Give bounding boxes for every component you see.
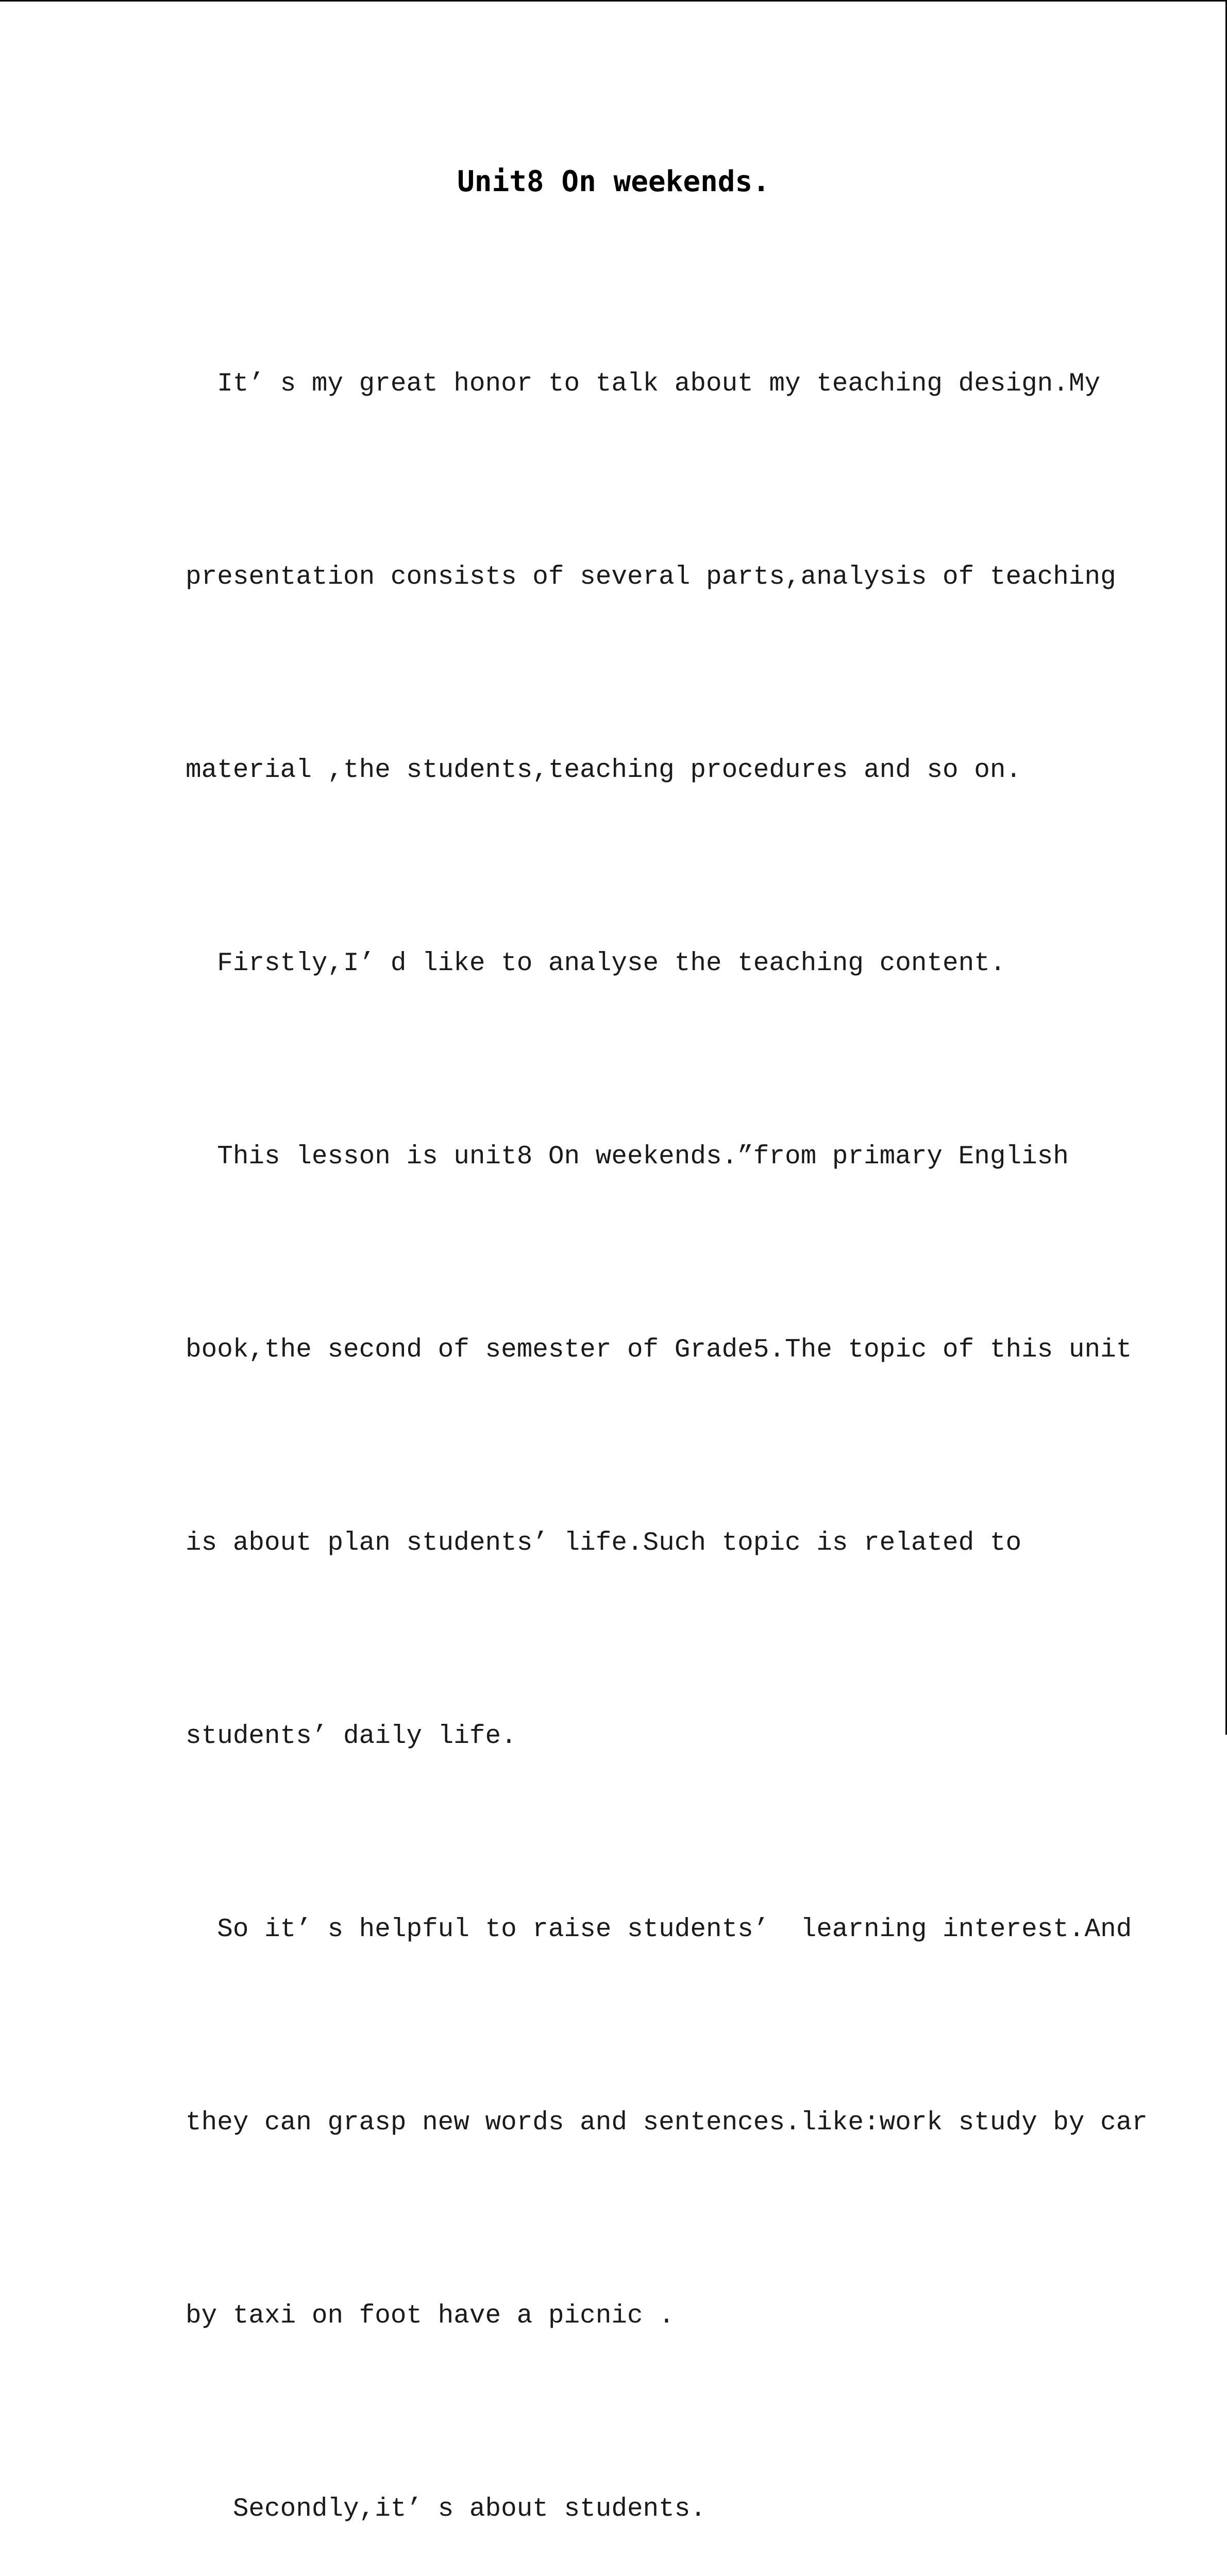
text-line: presentation consists of several parts,analysis of teaching [186, 563, 1116, 592]
text-line: This lesson is unit8 On weekends.”from primary English [186, 1142, 1069, 1172]
text-line: by taxi on foot have a picnic . [186, 2301, 675, 2331]
text-line: students’ daily life. [186, 1722, 517, 1751]
text-line: So it’ s helpful to raise students’ learning interest.And [186, 1915, 1132, 1944]
text-line: Firstly,I’ d like to analyse the teaching content. [186, 949, 1006, 978]
document-body [186, 223, 1148, 2576]
text-line: It’ s my great honor to talk about my teaching design.My [186, 369, 1101, 399]
text-line: they can grasp new words and sentences.like:work study by car [186, 2108, 1148, 2138]
text-line: book,the second of semester of Grade5.The topic of this unit [186, 1335, 1132, 1365]
text-line: material ,the students,teaching procedures and so on. [186, 756, 1022, 785]
document-title: Unit8 On weekends. [457, 165, 770, 198]
text-line: Secondly,it’ s about students. [186, 2495, 706, 2524]
text-line: is about plan students’ life.Such topic is related to [186, 1529, 1022, 1558]
